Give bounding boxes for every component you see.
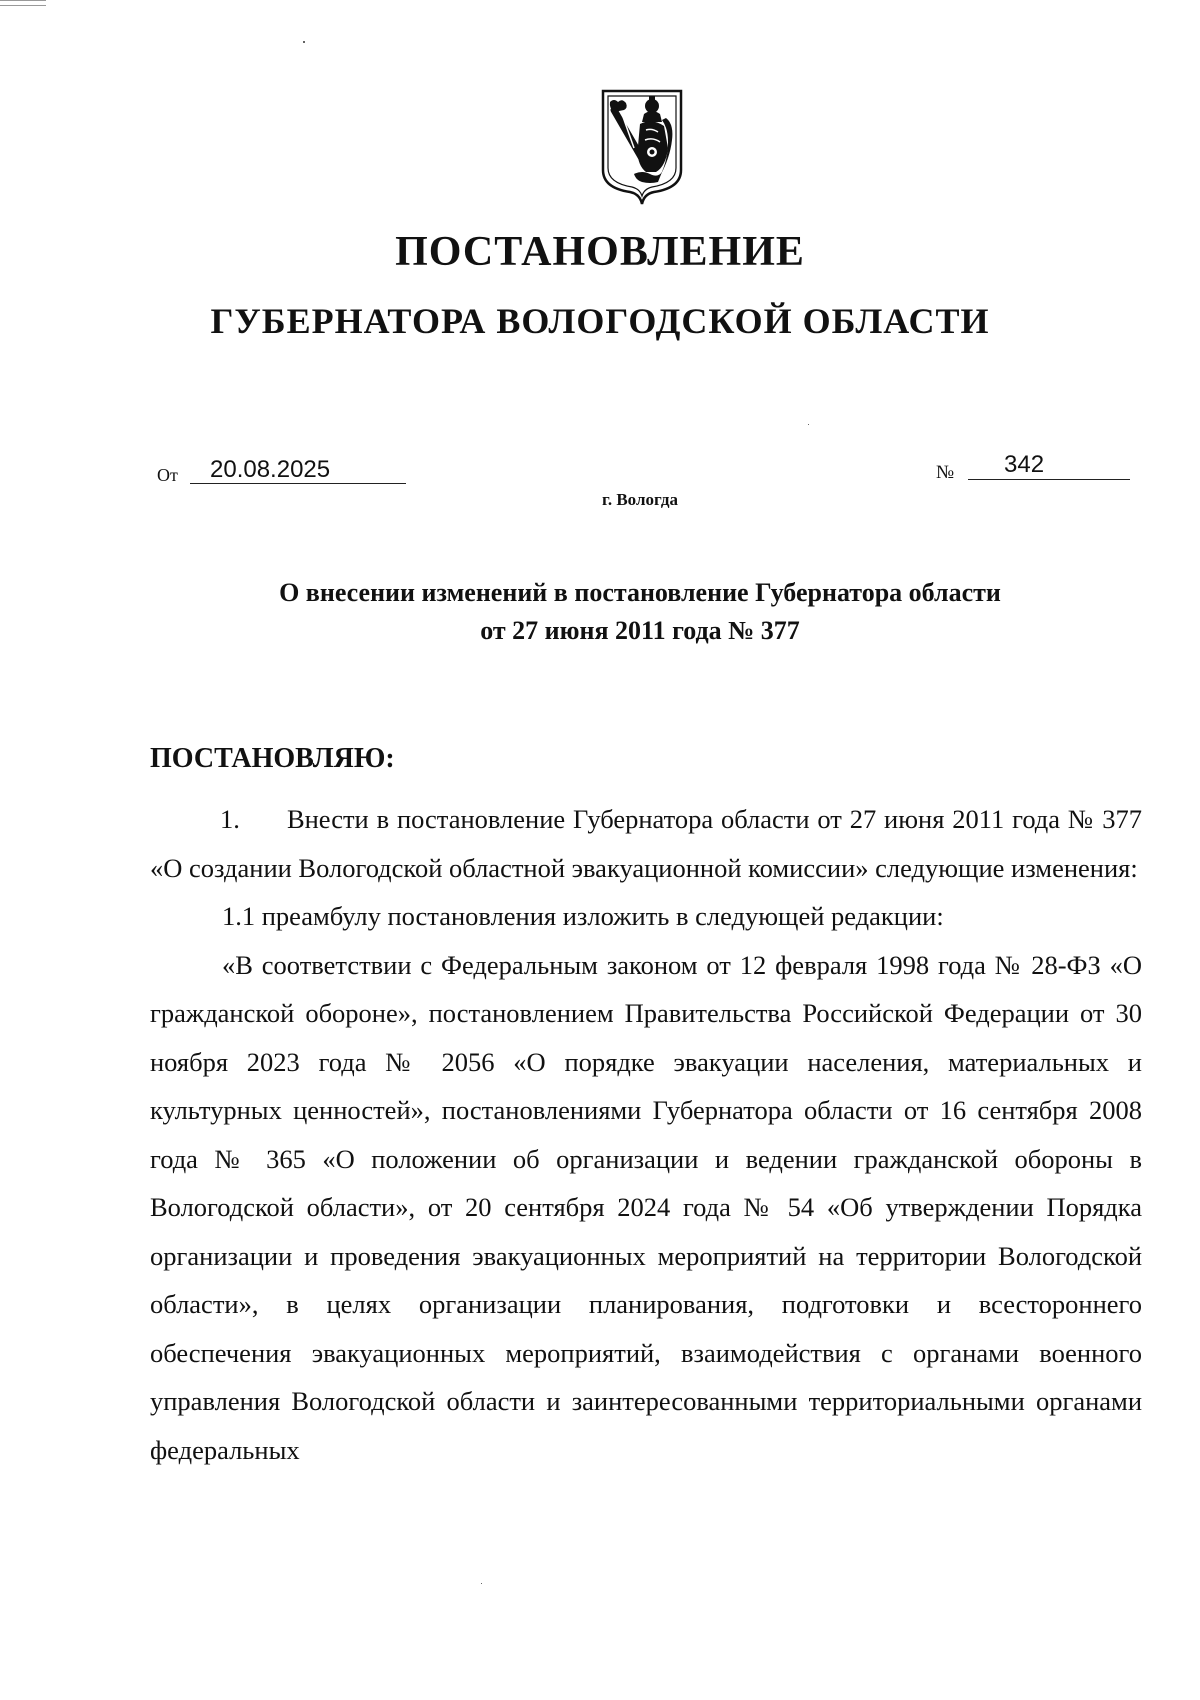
paragraph-preamble: «В соответствии с Федеральным законом от 12 февраля 1998 года № 28-ФЗ «О гражданской обороне», постановлением Правительства Российской Федерации от 30 ноября 2023 года № 2056 «О порядке эвакуации населения, материальных и культурных ценностей», постановлениями Губернатора области от 16 сентября 2008 года № 365 «О положении об организации и ведении гражданской обороны в Вологодской области», от 20 сентября 2024 года № 54 «Об утверждении Порядка организации и проведения эвакуационных мероприятий на территории Вологодской области», в целях организации планирования, подготовки и всестороннего обеспечения эвакуационных мероприятий, взаимодействия с органами военного управления Вологодской области и заинтересованными территориальными органами федеральных	[150, 949, 1142, 1465]
paragraph-item-1-1: 1.1 преамбулу постановления изложить в следующей редакции:	[222, 901, 944, 931]
document-subject	[0, 574, 1200, 650]
document-subtitle: ГУБЕРНАТОРА ВОЛОГОДСКОЙ ОБЛАСТИ	[210, 301, 990, 341]
scan-speck	[303, 41, 305, 43]
scan-edge-mark	[0, 0, 46, 6]
document-body	[150, 795, 1149, 1474]
document-date: 20.08.2025	[210, 456, 331, 483]
subject-line-1: О внесении изменений в постановление Губернатора области	[279, 578, 1001, 607]
decree-heading: ПОСТАНОВЛЯЮ:	[150, 743, 395, 774]
document-number: 342	[1004, 451, 1045, 478]
scan-speck	[481, 1583, 482, 1584]
date-prefix: От	[157, 465, 178, 485]
paragraph-item-1: 1. Внести в постановление Губернатора области от 27 июня 2011 года № 377 «О создании Вологодской областной эвакуационной комиссии» следующие изменения:	[150, 804, 1149, 883]
subject-line-2: от 27 июня 2011 года № 377	[480, 616, 800, 645]
number-underline	[968, 479, 1130, 480]
vologda-coat-of-arms-icon	[600, 88, 684, 206]
document-title: ПОСТАНОВЛЕНИЕ	[395, 229, 805, 275]
scan-speck	[808, 424, 809, 425]
number-prefix: №	[936, 462, 955, 483]
city-label: г. Вологда	[602, 490, 678, 509]
